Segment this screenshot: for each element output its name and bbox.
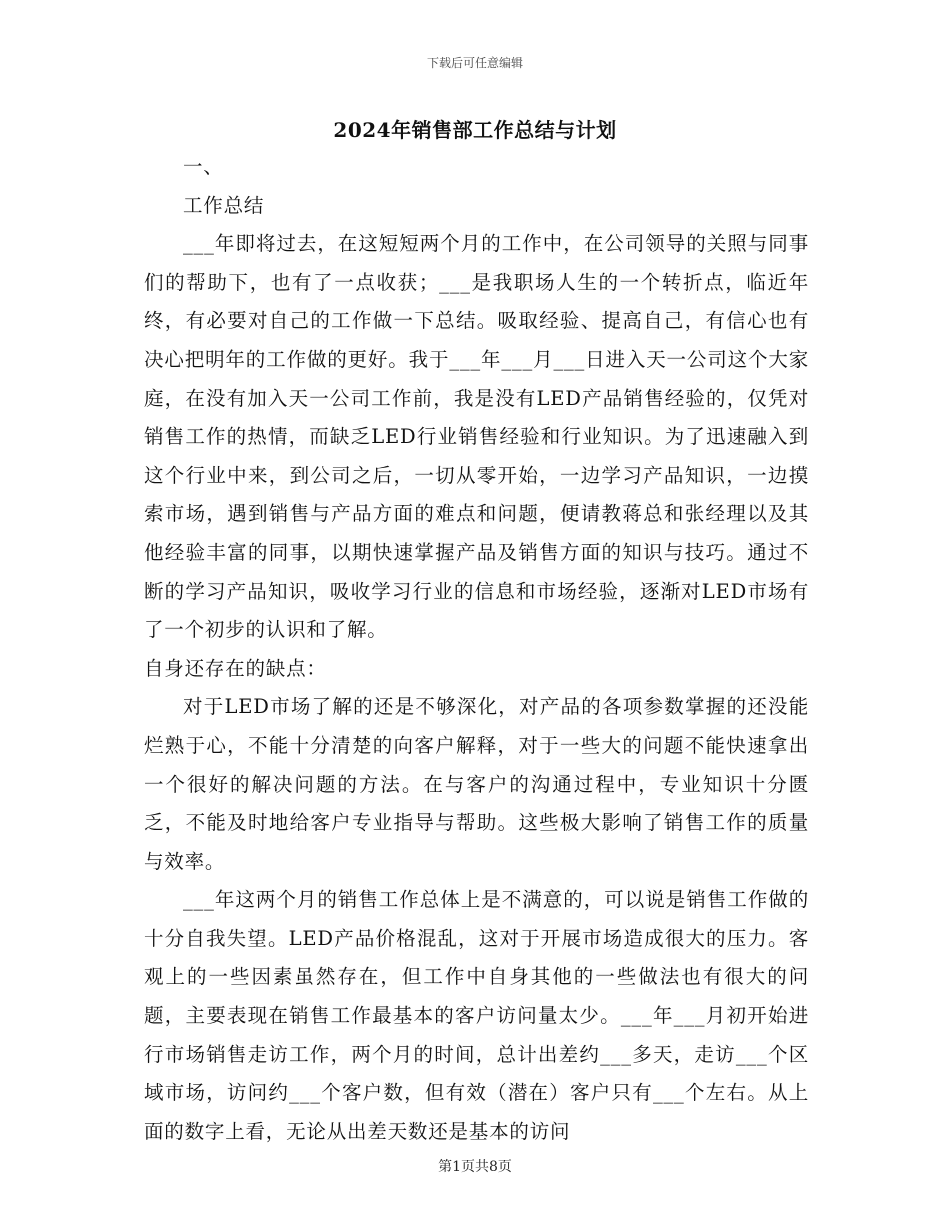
paragraph-heading: 自身还存在的缺点： [144,656,327,680]
header-note: 下载后可任意编辑 [426,56,523,70]
paragraph: ___年即将过去，在这短短两个月的工作中，在公司领导的关照与同事们的帮助下，也有了一点收获；___是我职场人生的一个转折点，临近年终，有必要对自己的工作做一下总结。吸取经验、提高自己，有信心也有决心把明年的工作做的更好。我于___年___月___日进入天一公司这个大家庭，在没有加入天一公司工作前，我是没有LED产品销售经验的，仅凭对销售工作的热情，而缺乏LED行业销售经验和行业知识。为了迅速融入到这个行业中来，到公司之后，一切从零开始，一边学习产品知识，一边摸索市场，遇到销售与产品方面的难点和问题，便请教蒋总和张经理以及其他经验丰富的同事，以期快速掌握产品及销售方面的知识与技巧。通过不断的学习产品知识，吸收学习行业的信息和市场经验，逐渐对LED市场有了一个初步的认识和了解。 [144,232,809,642]
section-title: 工作总结 [183,193,265,217]
paragraph: ___年这两个月的销售工作总体上是不满意的，可以说是销售工作做的十分自我失望。LED产品价格混乱，这对于开展市场造成很大的压力。客观上的一些因素虽然存在，但工作中自身其他的一些做法也有很大的问题，主要表现在销售工作最基本的客户访问量太少。___年___月初开始进行市场销售走访工作，两个月的时间，总计出差约___多天，走访___个区域市场，访问约___个客户数，但有效（潜在）客户只有___个左右。从上面的数字上看，无论从出差天数还是基本的访问 [144,888,809,1143]
document-title: 2024年销售部工作总结与计划 [333,118,617,142]
document-body [144,148,809,1151]
page-number: 第1页共8页 [438,1159,512,1175]
section-number: 一、 [183,155,224,178]
paragraph: 对于LED市场了解的还是不够深化，对产品的各项参数掌握的还没能烂熟于心，不能十分清楚的向客户解释，对于一些大的问题不能快速拿出一个很好的解决问题的方法。在与客户的沟通过程中，专业知识十分匮乏，不能及时地给客户专业指导与帮助。这些极大影响了销售工作的质量与效率。 [144,695,809,873]
